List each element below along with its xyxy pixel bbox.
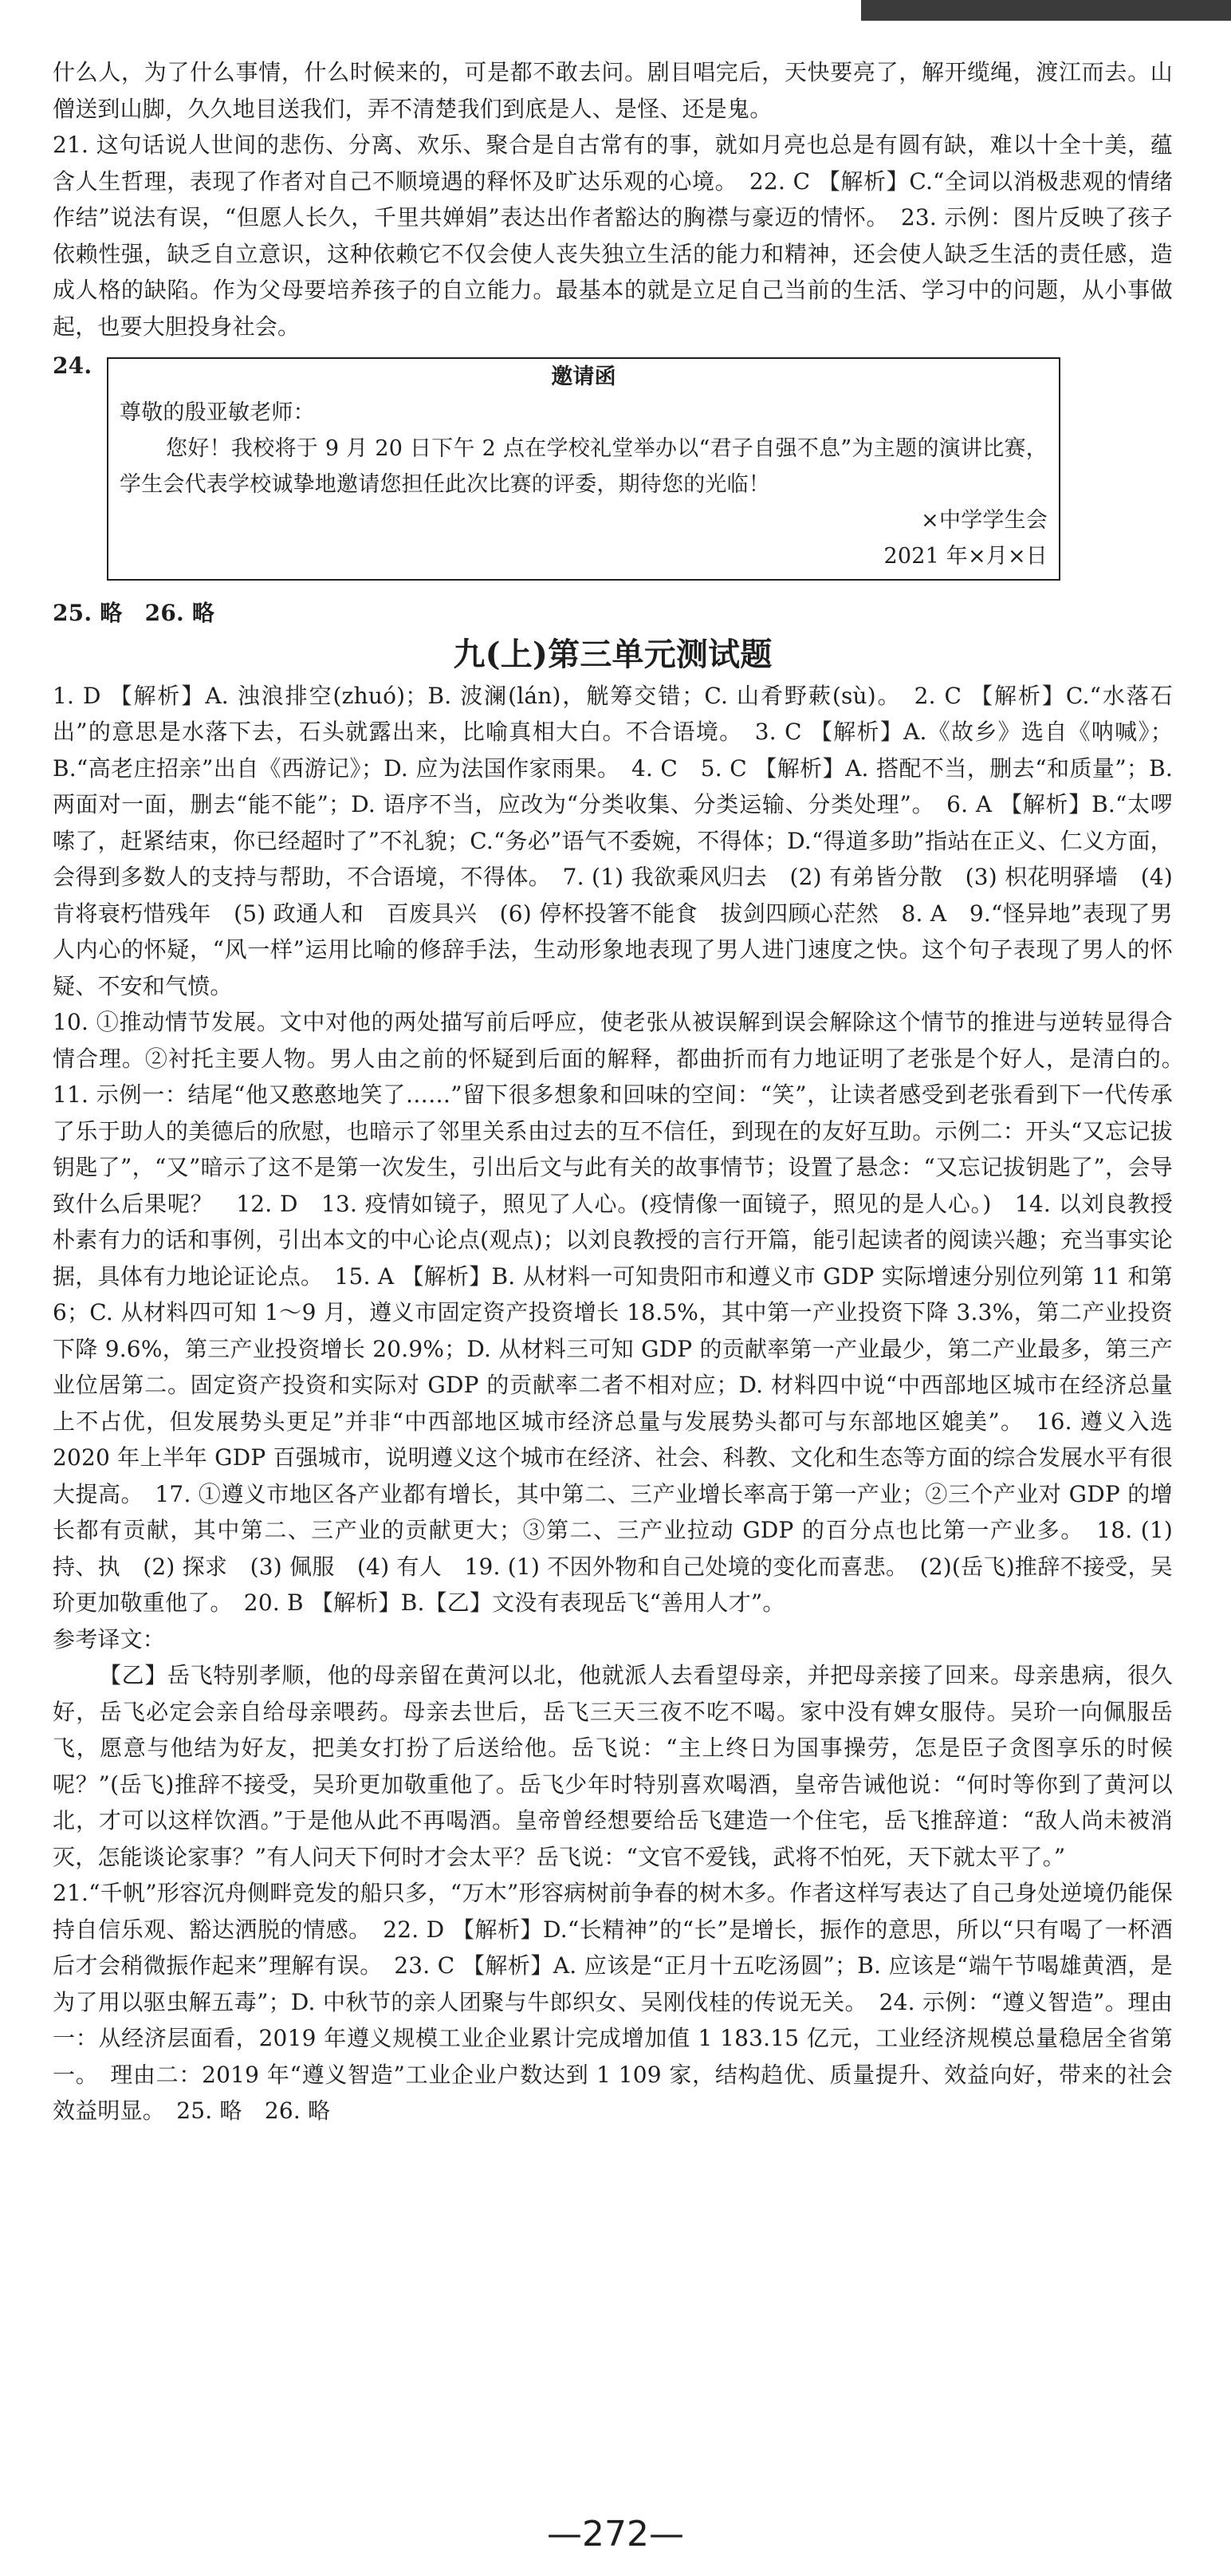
letter-date: 2021 年×月×日 (883, 544, 1048, 569)
unit-title: 九(上)第三单元测试题 (453, 635, 773, 673)
question-24-number: 24. (53, 353, 92, 379)
reference-translation: 【乙】岳飞特别孝顺，他的母亲留在黄河以北，他就派人去看望母亲，并把母亲接了回来。母亲患病，很久好，岳飞必定会亲自给母亲喂药。母亲去世后，岳飞三天三夜不吃不喝。家中没有婢女服侍。吴玠一向佩服岳飞，愿意与他结为好友，把美女打扮了后送给他。岳飞说：“主上终日为国事操劳，怎是臣子贪图享乐的时候呢？”(岳飞)推辞不接受，吴玠更加敬重他了。岳飞少年时特别喜欢喝酒，皇帝告诫他说：“何时等你到了黄河以北，才可以这样饮酒。”于是他从此不再喝酒。皇帝曾经想要给岳飞建造一个住宅，岳飞推辞道：“敌人尚未被消灭，怎能谈论家事？”有人问天下何时才会太平？岳飞说：“文官不爱钱，武将不怕死，天下就太平了。” (53, 1662, 1173, 1870)
answers-1-9: 1. D 【解析】A. 浊浪排空(zhuó)；B. 波澜(lán)，觥筹交错；C. 山肴野蔌(sù)。 2. C 【解析】C.“水落石出”的意思是水落下去，石头就露出来，比喻真相大白。不合语境。 3. C 【解析】A.《故乡》选自《呐喊》；B.“高老庄招亲”出自《西游记》；D. 应为法国作家雨果。 4. C 5. C 【解析】A. 搭配不当，删去“和质量”；B. 两面对一面，删去“能不能”；D. 语序不当，应改为“分类收集、分类运输、分类处理”。 6. A 【解析】B.“太啰嗦了，赶紧结束，你已经超时了”不礼貌；C.“务必”语气不委婉，不得体；D.“得道多助”指站在正义、仁义方面，会得到多数人的支持与帮助，不合语境，不得体。 7. (1) 我欲乘风归去 (2) 有弟皆分散 (3) 枳花明驿墙 (4) 肯将衰朽惜残年 (5) 政通人和 百废具兴 (6) 停杯投箸不能食 拔剑四顾心茫然 8. A 9.“怪异地”表现了男人内心的怀疑，“风一样”运用比喻的修辞手法，生动形象地表现了男人进门速度之快。这个句子表现了男人的怀疑、不安和气愤。 (53, 682, 1173, 999)
letter-body: 您好！我校将于 9 月 20 日下午 2 点在学校礼堂举办以“君子自强不息”为主题的演讲比赛，学生会代表学校诚挚地邀请您担任此次比赛的评委，期待您的光临！ (120, 436, 1048, 497)
invitation-letter-box (107, 357, 1060, 581)
page-number: 272 (582, 2514, 649, 2554)
letter-signer: ×中学学生会 (921, 508, 1048, 533)
letter-title: 邀请函 (551, 364, 616, 389)
page-footer: —272— (0, 2511, 1231, 2558)
translation-label: 参考译文： (53, 1625, 166, 1652)
question-24 (53, 348, 1173, 587)
answer-body (53, 54, 1196, 2129)
answers-10-20: 10. ①推动情节发展。文中对他的两处描写前后呼应，使老张从被误解到误会解除这个情节的推进与逆转显得合情合理。②衬托主要人物。男人由之前的怀疑到后面的解释，都曲折而有力地证明了老张是个好人，是清白的。 11. 示例一：结尾“他又憨憨地笑了……”留下很多想象和回味的空间：“笑”，让读者感受到老张看到下一代传承了乐于助人的美德后的欣慰，也暗示了邻里关系由过去的互不信任，到现在的友好互助。示例二：开头“又忘记拔钥匙了”，“又”暗示了这不是第一次发生，引出后文与此有关的故事情节；设置了悬念：“又忘记拔钥匙了”，会导致什么后果呢？ 12. D 13. 疫情如镜子，照见了人心。(疫情像一面镜子，照见的是人心。) 14. 以刘良教授朴素有力的话和事例，引出本文的中心论点(观点)；以刘良教授的言行开篇，能引起读者的阅读兴趣；充当事实论据，具体有力地论证论点。 15. A 【解析】B. 从材料一可知贵阳市和遵义市 GDP 实际增速分别位列第 11 和第 6；C. 从材料四可知 1～9 月，遵义市固定资产投资增长 18.5%，其中第一产业投资下降 3.3%，第二产业投资下降 9.6%，第三产业投资增长 20.9%；D. 从材料三可知 GDP 的贡献率第一产业最少，第二产业最多，第三产业位居第二。固定资产投资和实际对 GDP 的贡献率二者不相对应；D. 材料四中说“中西部地区城市在经济总量上不占优，但发展势头更足”并非“中西部地区城市经济总量与发展势头都可与东部地区媲美”。 16. 遵义入选 2020 年上半年 GDP 百强城市，说明遵义这个城市在经济、社会、科教、文化和生态等方面的综合发展水平有很大提高。 17. ①遵义市地区各产业都有增长，其中第二、三产业增长率高于第一产业；②三个产业对 GDP 的增长都有贡献，其中第二、三产业的贡献更大；③第二、三产业拉动 GDP 的百分点也比第一产业多。 18. (1) 持、执 (2) 探求 (3) 佩服 (4) 有人 19. (1) 不因外物和自己处境的变化而喜悲。 (2)(岳飞)推辞不接受，吴玠更加敬重他了。 20. B 【解析】B.【乙】文没有表现岳飞“善用人才”。 (53, 1009, 1196, 1616)
answers-21-26-second: 21.“千帆”形容沉舟侧畔竞发的船只多，“万木”形容病树前争春的树木多。作者这样写表达了自己身处逆境仍能保持自信乐观、豁达洒脱的情感。 22. D 【解析】D.“长精神”的“长”是增长，振作的意思，所以“只有喝了一杯酒后才会稍微振作起来”理解有误。 23. C 【解析】A. 应该是“正月十五吃汤圆”；B. 应该是“端午节喝雄黄酒，是为了用以驱虫解五毒”；D. 中秋节的亲人团聚与牛郎织女、吴刚伐桂的传说无关。 24. 示例：“遵义智造”。理由一：从经济层面看，2019 年遵义规模工业企业累计完成增加值 1 183.15 亿元，工业经济规模总量稳居全省第一。 理由二：2019 年“遵义智造”工业企业户数达到 1 109 家，结构趋优、质量提升、效益向好，带来的社会效益明显。 25. 略 26. 略 (53, 1880, 1173, 2124)
top-edge-bar (861, 0, 1231, 21)
continued-translation: 什么人，为了什么事情，什么时候来的，可是都不敢去问。剧目唱完后，天快要亮了，解开缆绳，渡江而去。山僧送到山脚，久久地目送我们，弄不清楚我们到底是人、是怪、还是鬼。 (53, 59, 1173, 122)
answers-21-23: 21. 这句话说人世间的悲伤、分离、欢乐、聚合是自古常有的事，就如月亮也总是有圆有缺，难以十全十美，蕴含人生哲理，表现了作者对自己不顺境遇的释怀及旷达乐观的心境。 22. C 【解析】C.“全词以消极悲观的情绪作结”说法有误，“但愿人长久，千里共婵娟”表达出作者豁达的胸襟与豪迈的情怀。 23. 示例：图片反映了孩子依赖性强，缺乏自立意识，这种依赖它不仅会使人丧失独立生活的能力和精神，还会使人缺乏生活的责任感，造成人格的缺陷。作为父母要培养孩子的自立能力。最基本的就是立足自己当前的生活、学习中的问题，从小事做起，也要大胆投身社会。 (53, 132, 1173, 340)
letter-salutation: 尊敬的殷亚敏老师： (120, 400, 315, 425)
answers-25-26: 25. 略 26. 略 (53, 600, 215, 626)
